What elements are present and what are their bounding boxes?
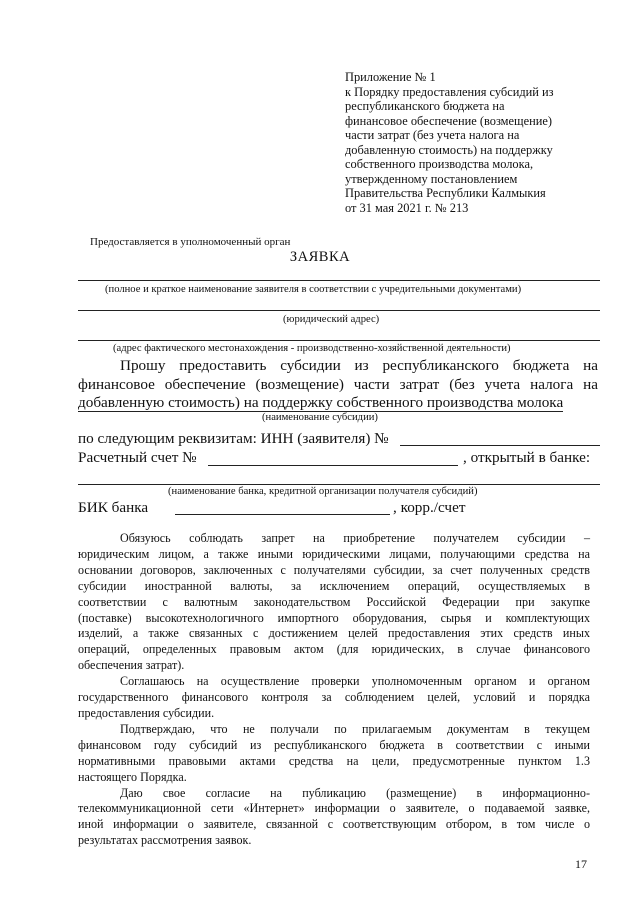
- opened-in-bank-label: , открытый в банке:: [463, 449, 591, 466]
- bik-label: БИК банка: [78, 499, 149, 516]
- paragraph-line: (поставке) высокотехнологичного импортного оборудования, сырья и комплектующих: [78, 610, 590, 625]
- legal-address-caption: (юридический адрес): [283, 314, 380, 325]
- account-label: Расчетный счет №: [78, 449, 197, 466]
- corr-account-label: , корр./счет: [393, 499, 466, 516]
- actual-address-caption: (адрес фактического местонахождения - производственно-хозяйственной деятельности): [113, 343, 511, 354]
- bank-name-line: [78, 484, 600, 485]
- paragraph-line: государственного финансового контроля за соблюдением целей, условий и порядка: [78, 690, 590, 705]
- paragraph-line: настоящего Порядка.: [78, 769, 187, 784]
- legal-address-line: [78, 310, 600, 311]
- paragraph-line: изделий, а также связанных с достижением целей предоставления этих средств иных: [78, 626, 590, 641]
- header-line: республиканского бюджета на: [345, 99, 505, 113]
- paragraph-line: Даю свое согласие на публикацию (размещение) в информационно-: [120, 785, 590, 800]
- subsidy-name-caption: (наименование субсидии): [262, 412, 378, 423]
- paragraph-line: Подтверждаю, что не получали по прилагаемым документам в текущем: [120, 721, 590, 736]
- page-number: 17: [575, 857, 587, 871]
- bank-name-caption: (наименование банка, кредитной организации получателя субсидий): [168, 486, 478, 497]
- paragraph-line: основании договоров, заключенных с получателями субсидии, за счет полученных средств: [78, 562, 590, 577]
- paragraph-line: иной информации о заявителе, связанной с соответствующим отбором, в том числе о: [78, 817, 590, 832]
- subsidy-name-underlined: добавленную стоимость) на поддержку собственного производства молока: [78, 394, 564, 411]
- paragraph-line: юридическим лицом, а также иными юридическими лицами, получающими средства на: [78, 546, 590, 561]
- paragraph-line: нормативными правовыми актами средства на цели, предусмотренные пунктом 1.3: [78, 753, 590, 768]
- paragraph-line: результатах рассмотрения заявок.: [78, 833, 252, 848]
- inn-label: по следующим реквизитам: ИНН (заявителя) №: [78, 430, 389, 447]
- header-line: добавленную стоимость) на поддержку: [345, 142, 553, 157]
- applicant-name-line: [78, 280, 600, 281]
- header-line: утвержденному постановлением: [345, 171, 518, 186]
- applicant-name-caption: (полное и краткое наименование заявителя в соответствии с учредительными документами): [105, 284, 522, 295]
- header-line: Приложение № 1: [345, 70, 436, 84]
- paragraph-line: финансовом году субсидий из республиканского бюджета в соответствии с иными: [78, 737, 590, 752]
- request-line: Прошу предоставить субсидии из республиканского бюджета на: [120, 357, 598, 374]
- paragraph-line: предоставления субсидии.: [78, 705, 215, 720]
- request-line: [78, 394, 598, 413]
- header-line: части затрат (без учета налога на: [345, 128, 520, 142]
- paragraph-line: субсидии иностранной валюты, за исключением операций, осуществляемых в: [78, 578, 590, 593]
- request-paragraph: [78, 357, 598, 413]
- paragraph-line: соответствии с валютным законодательством Российской Федерации при закупке: [78, 594, 590, 609]
- appendix-header: [345, 70, 590, 215]
- paragraph-line: обеспечения затрат).: [78, 658, 185, 673]
- header-line: к Порядку предоставления субсидий из: [345, 84, 554, 99]
- bik-field-line: [175, 514, 390, 515]
- header-line: собственного производства молока,: [345, 157, 534, 171]
- inn-field-line: [400, 445, 600, 446]
- request-line: финансовое обеспечение (возмещение) части затрат (без учета налога на: [78, 375, 598, 393]
- provided-to-text: Предоставляется в уполномоченный орган: [90, 236, 291, 248]
- account-field-line: [208, 465, 458, 466]
- obligations-text: [78, 531, 590, 849]
- actual-address-line: [78, 340, 600, 341]
- paragraph-line: Обязуюсь соблюдать запрет на приобретение получателем субсидии –: [120, 531, 590, 545]
- header-line: финансовое обеспечение (возмещение): [345, 113, 552, 128]
- paragraph-line: операций, определенных правовым актом (для юридических, в случае финансового: [78, 642, 590, 657]
- header-line: от 31 мая 2021 г. № 213: [345, 200, 469, 215]
- paragraph-line: Соглашаюсь на осуществление проверки уполномоченным органом и органом: [120, 674, 590, 689]
- header-line: Правительства Республики Калмыкия: [345, 186, 546, 200]
- paragraph-line: телекоммуникационной сети «Интернет» информации о заявителе, о подаваемой заявке,: [78, 801, 590, 816]
- document-title: ЗАЯВКА: [289, 249, 351, 265]
